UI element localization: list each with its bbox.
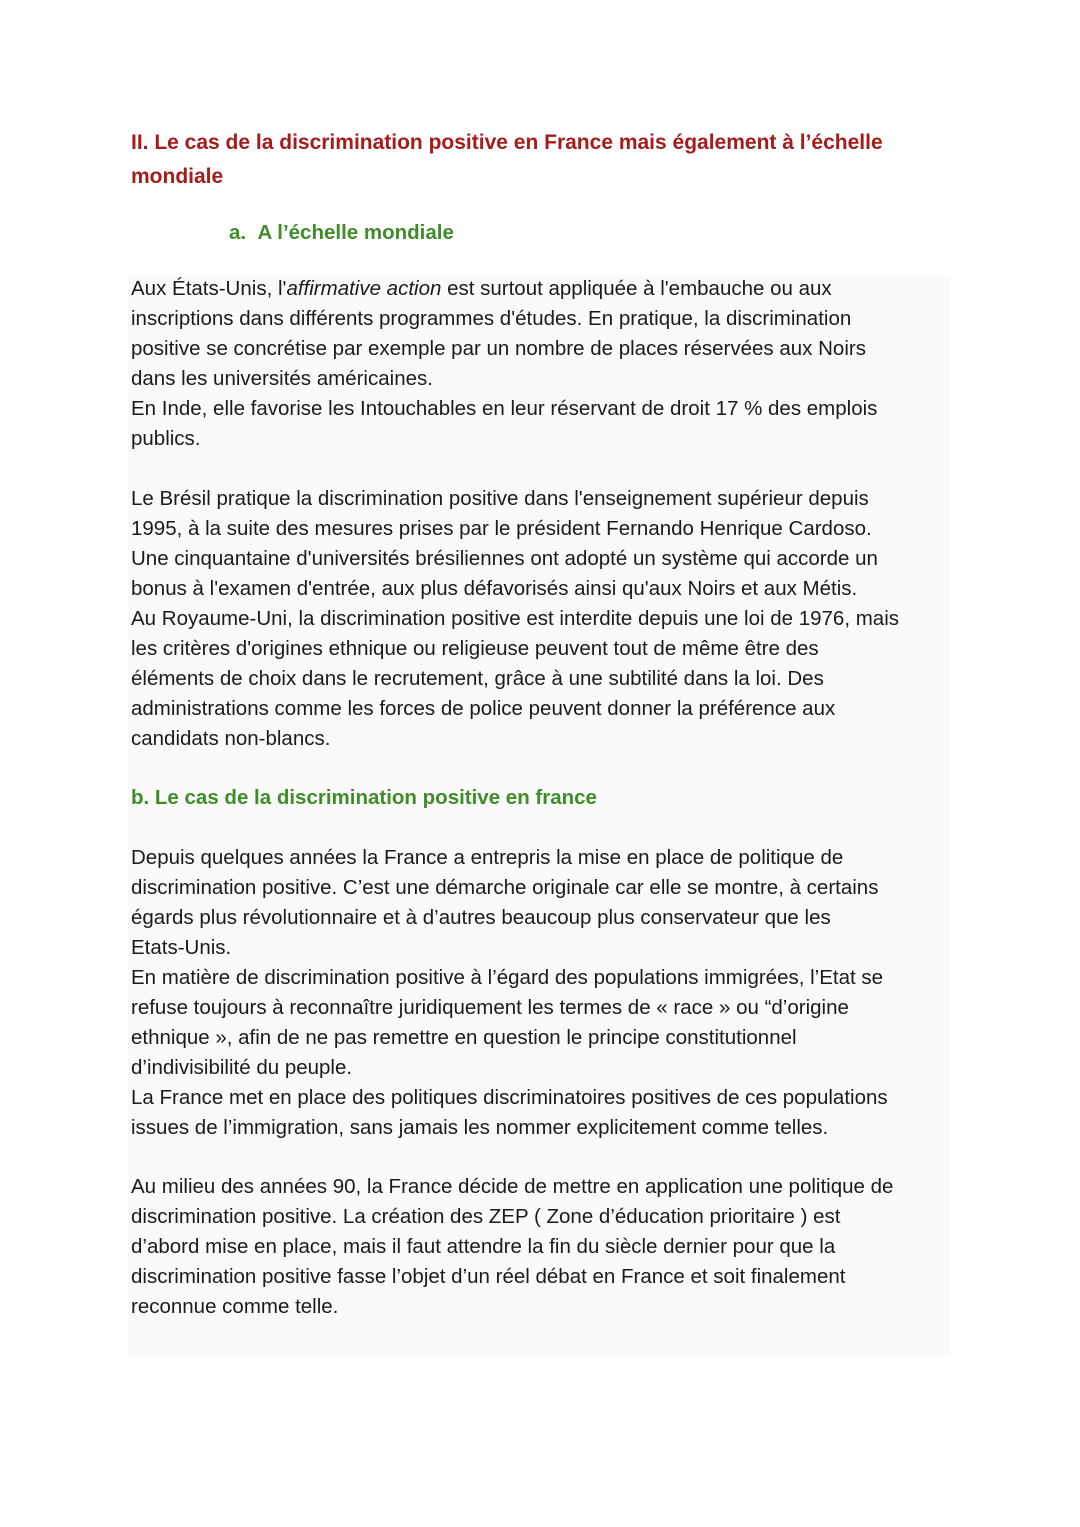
paragraph-line: discrimination positive. C’est une démarche originale car elle se montre, à certains [131,876,879,899]
subsection-a-marker: a. [229,221,247,244]
subsection-a-heading [229,218,454,248]
paragraph-brazil-uk [131,484,951,754]
paragraph-line: refuse toujours à reconnaître juridiquement les termes de « race » ou “d’origine [131,996,849,1019]
paragraph-line: candidats non-blancs. [131,727,331,750]
paragraph-line: bonus à l'examen d'entrée, aux plus défavorisés ainsi qu'aux Noirs et aux Métis. [131,577,858,600]
paragraph-line: inscriptions dans différents programmes d'études. En pratique, la discrimination [131,307,852,330]
paragraph-line: égards plus révolutionnaire et à d’autres beaucoup plus conservateur que les [131,906,831,929]
paragraph-line: Aux États-Unis, l'affirmative action est surtout appliquée à l'embauche ou aux [131,277,832,300]
paragraph-line: Une cinquantaine d'universités brésiliennes ont adopté un système qui accorde un [131,547,878,570]
paragraph-line: 1995, à la suite des mesures prises par le président Fernando Henrique Cardoso. [131,517,872,540]
paragraph-line: reconnue comme telle. [131,1295,339,1318]
paragraph-line: En Inde, elle favorise les Intouchables en leur réservant de droit 17 % des emplois [131,397,878,420]
paragraph-usa-india [131,274,951,454]
paragraph-line: ethnique », afin de ne pas remettre en question le principe constitutionnel [131,1026,797,1049]
paragraph-line: Au Royaume-Uni, la discrimination positive est interdite depuis une loi de 1976, mais [131,607,900,630]
paragraph-line: Au milieu des années 90, la France décide de mettre en application une politique de [131,1175,894,1198]
paragraph-line: les critères d'origines ethnique ou religieuse peuvent tout de même être des [131,637,819,660]
section-heading [131,126,951,194]
paragraph-zep [131,1172,951,1322]
paragraph-line: discrimination positive. La création des ZEP ( Zone d’éducation prioritaire ) est [131,1205,841,1228]
paragraph-line: d’abord mise en place, mais il faut attendre la fin du siècle dernier pour que la [131,1235,836,1258]
paragraph-line: discrimination positive fasse l’objet d’un réel débat en France et soit finalement [131,1265,846,1288]
affirmative-action-term: affirmative action [286,277,442,300]
section-heading-line-1: II. Le cas de la discrimination positive en France mais également à l’échelle [131,131,883,154]
subsection-b-heading: b. Le cas de la discrimination positive en france [131,786,597,809]
paragraph-line: administrations comme les forces de police peuvent donner la préférence aux [131,697,836,720]
paragraph-line: positive se concrétise par exemple par un nombre de places réservées aux Noirs [131,337,866,360]
paragraph-line: éléments de choix dans le recrutement, grâce à une subtilité dans la loi. Des [131,667,824,690]
paragraph-line: dans les universités américaines. [131,367,433,390]
paragraph-line: Etats-Unis. [131,936,232,959]
paragraph-france-policy [131,843,951,1143]
paragraph-line: d’indivisibilité du peuple. [131,1056,353,1079]
paragraph-line: En matière de discrimination positive à l’égard des populations immigrées, l’Etat se [131,966,884,989]
paragraph-line: publics. [131,427,201,450]
section-heading-line-2: mondiale [131,165,224,188]
paragraph-line: issues de l’immigration, sans jamais les nommer explicitement comme telles. [131,1116,829,1139]
subsection-a-title: A l’échelle mondiale [257,221,454,244]
paragraph-line: La France met en place des politiques discriminatoires positives de ces populations [131,1086,888,1109]
paragraph-line: Depuis quelques années la France a entrepris la mise en place de politique de [131,846,844,869]
paragraph-line: Le Brésil pratique la discrimination positive dans l'enseignement supérieur depuis [131,487,869,510]
